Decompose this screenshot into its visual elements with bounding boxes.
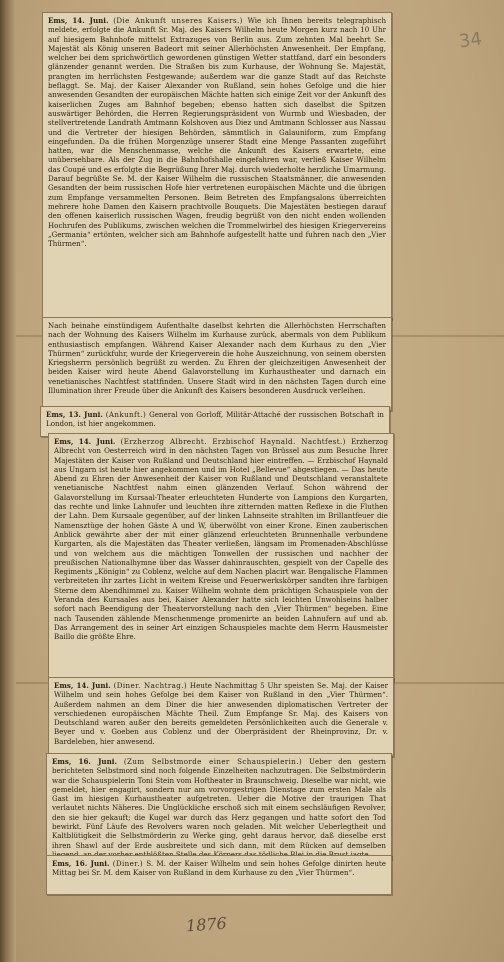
clipping-arrival-continuation — [42, 317, 392, 411]
article-body: Heute Nachmittag 5 Uhr speisten Se. Maj. der Kaiser Wilhelm und sein hohes Gefolge bei dem Kaiser von Rußland in den „Vier Thürmen“. Außerdem nahmen an dem Diner die hier anwesenden diplomatischen Vertreter der verschiedenen europäischen Mächte Theil. Zum Empfange Sr. Maj. des Kaisers von Deutschland waren außer den bereits gemeldeten Persönlichkeiten auch die Generale v. Beyer und v. Goeben aus Coblenz und der Oberpräsident der Rheinprovinz, Dr. v. Bardeleben, hier anwesend. — [54, 681, 389, 746]
article-headline: (Erzherzog Albrecht. Erzbischof Haynald. Nachtfest.) — [120, 437, 346, 446]
article-body: Ueber den gestern berichteten Selbstmord sind noch folgende Einzelheiten nachzutragen. Die Selbstmörderin war die Schauspielerin Toni Stein vom Hoftheater in Braunschweig. Dieselbe war nicht, wie gemeldet, hier engagirt, sondern nur am vorvorgestrigen Dienstage zum ersten Male als Gast im hiesigen Kurhaustheater aufgetreten. Ueber die Motive der traurigen That verlautet nichts Näheres. Die Unglückliche erschoß sich mit einem sechsläufigen Revolver, den sie hier gekauft; die Kugel war durch das Herz gegangen und hatte sofort den Tod bewirkt. Fünf Läufe des Revolvers waren noch geladen. Mit welcher Ueberlegtheit und Kaltblütigkeit die Selbstmörderin zu Werke ging, geht daraus hervor, daß dieselbe erst ihren Shawl auf der Erde ausbreitete und sich dann, mit dem Rücken auf demselben — [52, 757, 386, 850]
article-dateline: Ems, 16. Juni. — [52, 757, 117, 766]
article-headline: (Diner.) — [112, 859, 144, 868]
album-sheet — [16, 0, 504, 962]
article-headline: (Ankunft.) — [105, 410, 147, 419]
handwritten-year: 1876 — [185, 913, 228, 936]
article-headline: (Die Ankunft unseres Kaisers.) — [113, 16, 243, 25]
clipping-diner-nachtrag — [48, 677, 394, 757]
article-headline: (Diner. Nachtrag.) — [113, 681, 188, 690]
clipping-diner-16-juni — [46, 855, 392, 895]
article-body: Nach beinahe einstündigem Aufenthalte daselbst kehrten die Allerhöchsten Herrschaften nach der Wohnung des Kaisers Wilhelm im Kurhause zurück, abermals von dem Publikum enthusiastisch empfangen. Während Kaiser Alexander nach dem Kurhaus zu den „Vier Thürmen“ zurückfuhr, wurde der Kriegerverein die hohe Auszeichnung, von seinem obersten Kriegsherrn persönlich begrüßt zu werden. Zu Ehren der gleichzeitigen Anwesenheit der beiden Kaiser wird heute Abend Galavorstellung im Kurhaustheater und darnach ein venetianisches Nachtfest stattfinden. Unsere Stadt wird in den nächsten Tagen durch eine Illumination ihrer Freude über die Ankunft des Kaisers besonderen Ausdruck verleihen. — [48, 321, 386, 396]
article-dateline: Ems, 16. Juni. — [52, 859, 110, 868]
clipping-arrival-kaiser — [42, 12, 392, 320]
article-body: S. M. der Kaiser Wilhelm und sein hohes Gefolge dinirten heute Mittag bei Sr. M. dem Kaiser von Rußland in dem Kurhause zu den „Vier Thürmen“. — [52, 859, 386, 878]
article-body: General von Gorloff, Militär-Attaché der russischen Botschaft in London, ist hier angekommen. — [46, 410, 384, 429]
clipping-selbstmord — [46, 753, 392, 860]
article-dateline: Ems, 13. Juni. — [46, 410, 103, 419]
article-dateline: Ems, 14. Juni. — [54, 437, 116, 446]
article-body: Erzherzog Albrecht von Oesterreich wird in den nächsten Tagen von Brüssel aus zum Besuche Ihrer Majestäten der Kaiser von Rußland und Deutschland hier eintreffen. — Erzbischof Haynald aus Ungarn ist heute hier angekommen und im Hotel „Bellevue“ abgestiegen. — Das heute Abend zu Ehren der Anwesenheit der Kaiser von Rußland und Deutschland veranstaltete venetianische Nachtfest nahm einen glänzenden Verlauf. Schon während der Galavorstellung im Kursaal-Theater erleuchteten Hunderte von Lampions den Kurgarten, das rechte und linke Lahnufer und leuchten ihre zitternden matten Reflexe in die Fluthen der Lahn. Dem Kursaale gegenüber, auf der linken Lahnseite strahlten im Brillantfeuer die Namensztüge der hohen Gäste A und W, überwölbt von einer Krone. Einen zauberischen Anblick gewährte aber der mit einer glänzend erleuchteten Brunnenhalle verbundene Kurgarten, als die Majestäten das Theater verließen, längsam im Promenaden-Abschlüsse und von welchem aus die mächtigen Tonwellen der russischen und nachher der preußischen Nationalhymne über das Wasser dahinrauschten, gespielt von der Capelle des Regiments „Königin“ zu Coblenz, welche auf dem Nachen placirt war. Bengalische Flammen verbreiteten ihr zartes Licht in weitem Kreise und Feuerwerkskörper sandten ihre farbigen Sterne dem Abendhimmel zu. Kaiser Wilhelm wohnte dem prächtigen Schauspiele von der Veranda des Kursaales aus bei, Kaiser Alexander hatte sich leichten Unwohlseins halber sofort nach Beendigung der Theatervorstellung nach den „Vier Thürmen“ begeben. Eine nach Tausenden zählende Menschenmenge promenirte an beiden Lahnufern auf und ab. Das Arrangement des in seiner Art einzigen Schauspieles machte dem Herrn Hausmeister Baillo die größte Ehre. — [54, 437, 388, 642]
article-dateline: Ems, 14. Juni. — [54, 681, 111, 690]
article-headline: (Zum Selbstmorde einer Schauspielerin.) — [123, 757, 303, 766]
margin-page-number: 34 — [457, 28, 484, 53]
article-dateline: Ems, 14. Juni. — [48, 16, 109, 25]
clipping-erzherzog-nachtfest — [48, 433, 394, 681]
article-body: Wie ich Ihnen bereits telegraphisch meldete, erfolgte die Ankunft Sr. Maj. des Kaisers Wilhelm heute Morgen kurz nach 10 Uhr auf hiesigem Bahnhofe mittelst Extrazuges von Berlin aus. Zum zehnten Mal beehrt Se. Majestät als König unseren Badeort mit seiner Allerhöchsten Anwesenheit. Der Empfang, welcher bei dem sprichwörtlich gewordenen günstigen Wetter stattfand, darf ein besonders glänzender genannt werden. Die Straßen bis zum Kurhause, der Wohnung Se. Majestät, prangten im herrlichsten Festgewande; außerdem war die ganze Stadt auf das Reichste beflaggt. Se. Maj. der Kaiser Alexander von Rußland, sein hohes Gefolge und die hier anwesenden Gesandten der europäischen Mächte hatten sich einige Zeit vor der Ankunft des kaiserlichen Zuges am Bahnhof begeben; ebenso hatten sich daselbst die Spitzen auswärtiger Behörden, die Herren Regierungspräsident von Wurmb und Wiesbaden, der stellvertretende Landrath Amtmann Kolshoven aus Diez und Amtmann Schlosser aus Nassau und die Vertreter der hiesigen Behörden, sämmtlich in Galauniform, zum Empfang eingefunden. Da die frühen Morgenzüge unserer Stadt eine Menge Passanten zugeführt hatten, war die Menschenmasse, welche die Ankunft des Kaisers erwartete, eine unübersehbare. Als der Zug in die Bahnhofshalle eingefahren war, verließ Kaiser Wilhelm das Coupé und es erfolgte die Begrüßung Ihrer Maj. durch wiederholte herzliche Umarmung. Darauf begrüßte Se. M. der Kaiser Wilhelm die russischen Staatsmänner, die anwesenden Gesandten der beim russischen Hofe hier vertretenen europäischen Mächte und die übrigen zum Empfange versammelten Personen. Beim Betreten des Empfangsalons überreichten mehrere hohe Damen den Kaisern prachtvolle Bouquets. Die Majestäten bestiegen darauf den offenen kaiserlich russischen Wagen, freudig begrüßt von den nicht enden wollenden Hochrufen des Publikums, zwischen welchen die Trommelwirbel des hiesigen Kriegervereins „Germania“ ertönten, welcher sich am Bahnhofe aufgestellt hatte und fuhren nach den „Vier Thürmen“. — [48, 16, 387, 249]
